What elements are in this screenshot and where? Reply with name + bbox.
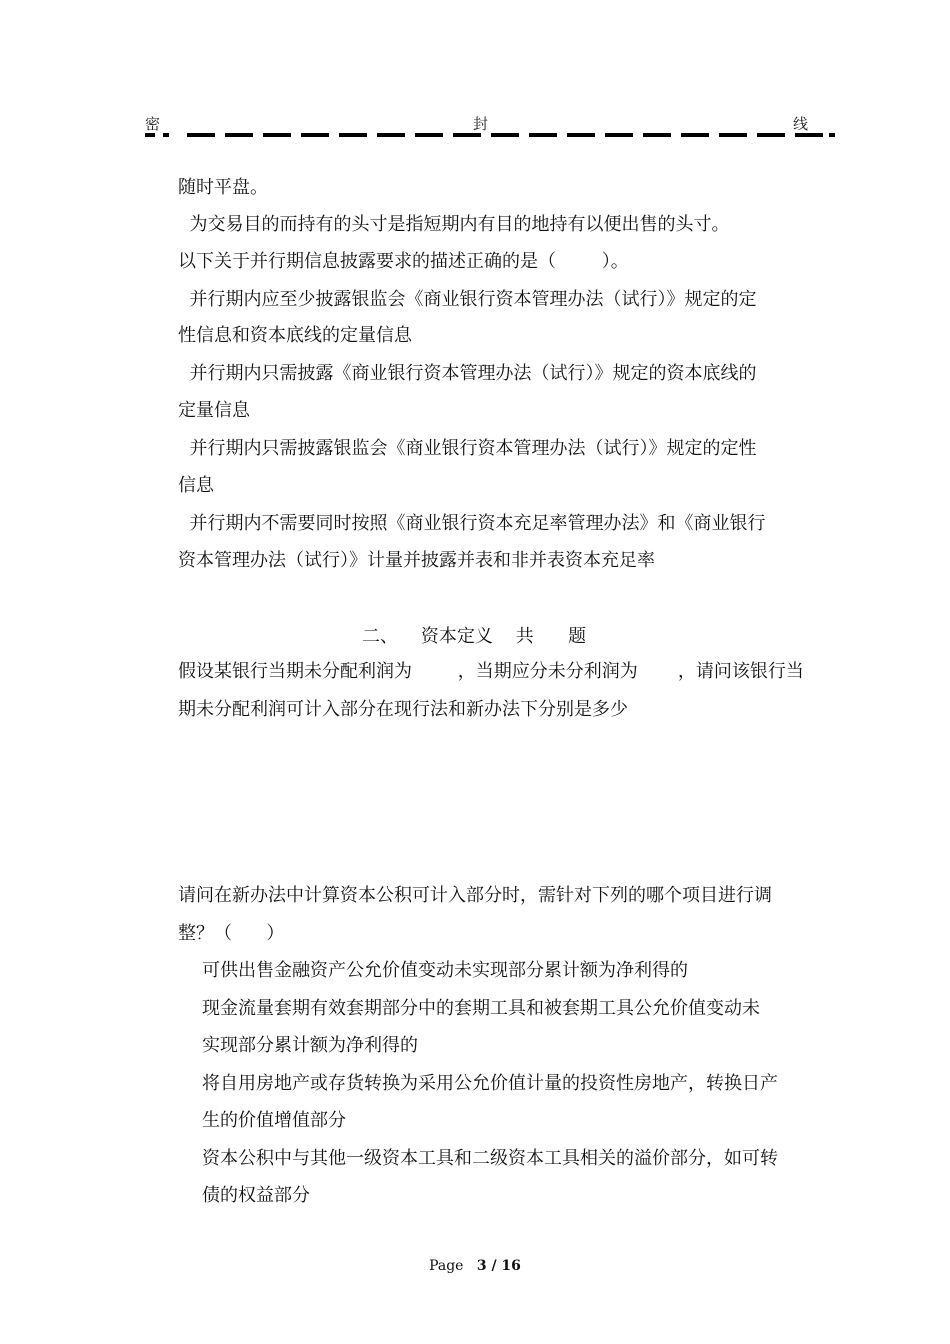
- seal-char-mi: 密: [145, 115, 161, 133]
- option-line: 定量信息: [178, 400, 250, 421]
- option-line: 可供出售金融资产公允价值变动未实现部分累计额为净利得的: [202, 960, 688, 981]
- seal-dash-segment: [719, 133, 747, 137]
- option-line: 并行期内应至少披露银监会《商业银行资本管理办法（试行）》规定的定: [178, 289, 757, 310]
- seal-dash-segment: [377, 133, 405, 137]
- text-line: 随时平盘。: [178, 177, 268, 198]
- seal-dash-segment: [163, 133, 169, 137]
- text-line: 为交易目的而持有的头寸是指短期内有目的地持有以便出售的头寸。: [178, 214, 730, 235]
- seal-dash-segment: [339, 133, 367, 137]
- seal-dash-segment: [757, 133, 785, 137]
- seal-dash-segment: [263, 133, 291, 137]
- option-line: 并行期内不需要同时按照《商业银行资本充足率管理办法》和《商业银行: [178, 513, 766, 534]
- seal-dash-segment: [491, 133, 519, 137]
- seal-dash-segment: [605, 133, 633, 137]
- option-line: 实现部分累计额为净利得的: [202, 1035, 418, 1056]
- question-3-line: 整？（ ）: [178, 923, 285, 944]
- option-line: 信息: [178, 475, 214, 496]
- section-heading: 二、 资本定义 共 题: [362, 626, 587, 647]
- seal-dash-segment: [415, 133, 443, 137]
- seal-dash-segment: [453, 133, 481, 137]
- option-line: 并行期内只需披露银监会《商业银行资本管理办法（试行）》规定的定性: [178, 438, 757, 459]
- seal-dash-segment: [301, 133, 329, 137]
- option-line: 性信息和资本底线的定量信息: [178, 325, 412, 346]
- seal-dashed-line: [145, 133, 835, 139]
- seal-char-feng: 封: [473, 115, 489, 133]
- page-number: 3 / 16: [476, 1258, 521, 1274]
- option-line: 资本管理办法（试行）》计量并披露并表和非并表资本充足率: [178, 550, 655, 571]
- seal-dash-segment: [795, 133, 823, 137]
- seal-char-xian: 线: [793, 115, 809, 133]
- page-label: Page: [429, 1258, 464, 1274]
- seal-dash-segment: [681, 133, 709, 137]
- option-line: 现金流量套期有效套期部分中的套期工具和被套期工具公允价值变动未: [202, 998, 760, 1019]
- seal-dash-segment: [529, 133, 557, 137]
- question-2-line: 假设某银行当期未分配利润为 ，当期应分未分利润为 ，请问该银行当: [178, 661, 804, 682]
- seal-dash-segment: [225, 133, 253, 137]
- question-1-stem: 以下关于并行期信息披露要求的描述正确的是（ ）。: [178, 251, 629, 272]
- option-line: 资本公积中与其他一级资本工具和二级资本工具相关的溢价部分，如可转: [202, 1148, 778, 1169]
- option-line: 生的价值增值部分: [202, 1110, 346, 1131]
- seal-dash-segment: [567, 133, 595, 137]
- seal-dash-segment: [187, 133, 215, 137]
- option-line: 并行期内只需披露《商业银行资本管理办法（试行）》规定的资本底线的: [178, 363, 757, 384]
- question-3-line: 请问在新办法中计算资本公积可计入部分时，需针对下列的哪个项目进行调: [178, 885, 772, 906]
- seal-dash-segment: [643, 133, 671, 137]
- page-footer: [0, 1258, 950, 1274]
- option-line: 将自用房地产或存货转换为采用公允价值计量的投资性房地产，转换日产: [202, 1073, 778, 1094]
- option-line: 债的权益部分: [202, 1185, 310, 1206]
- seal-dash-segment: [145, 133, 155, 137]
- question-2-line: 期未分配利润可计入部分在现行法和新办法下分别是多少: [178, 699, 628, 720]
- seal-dash-segment: [829, 133, 835, 137]
- seal-line: [145, 113, 835, 143]
